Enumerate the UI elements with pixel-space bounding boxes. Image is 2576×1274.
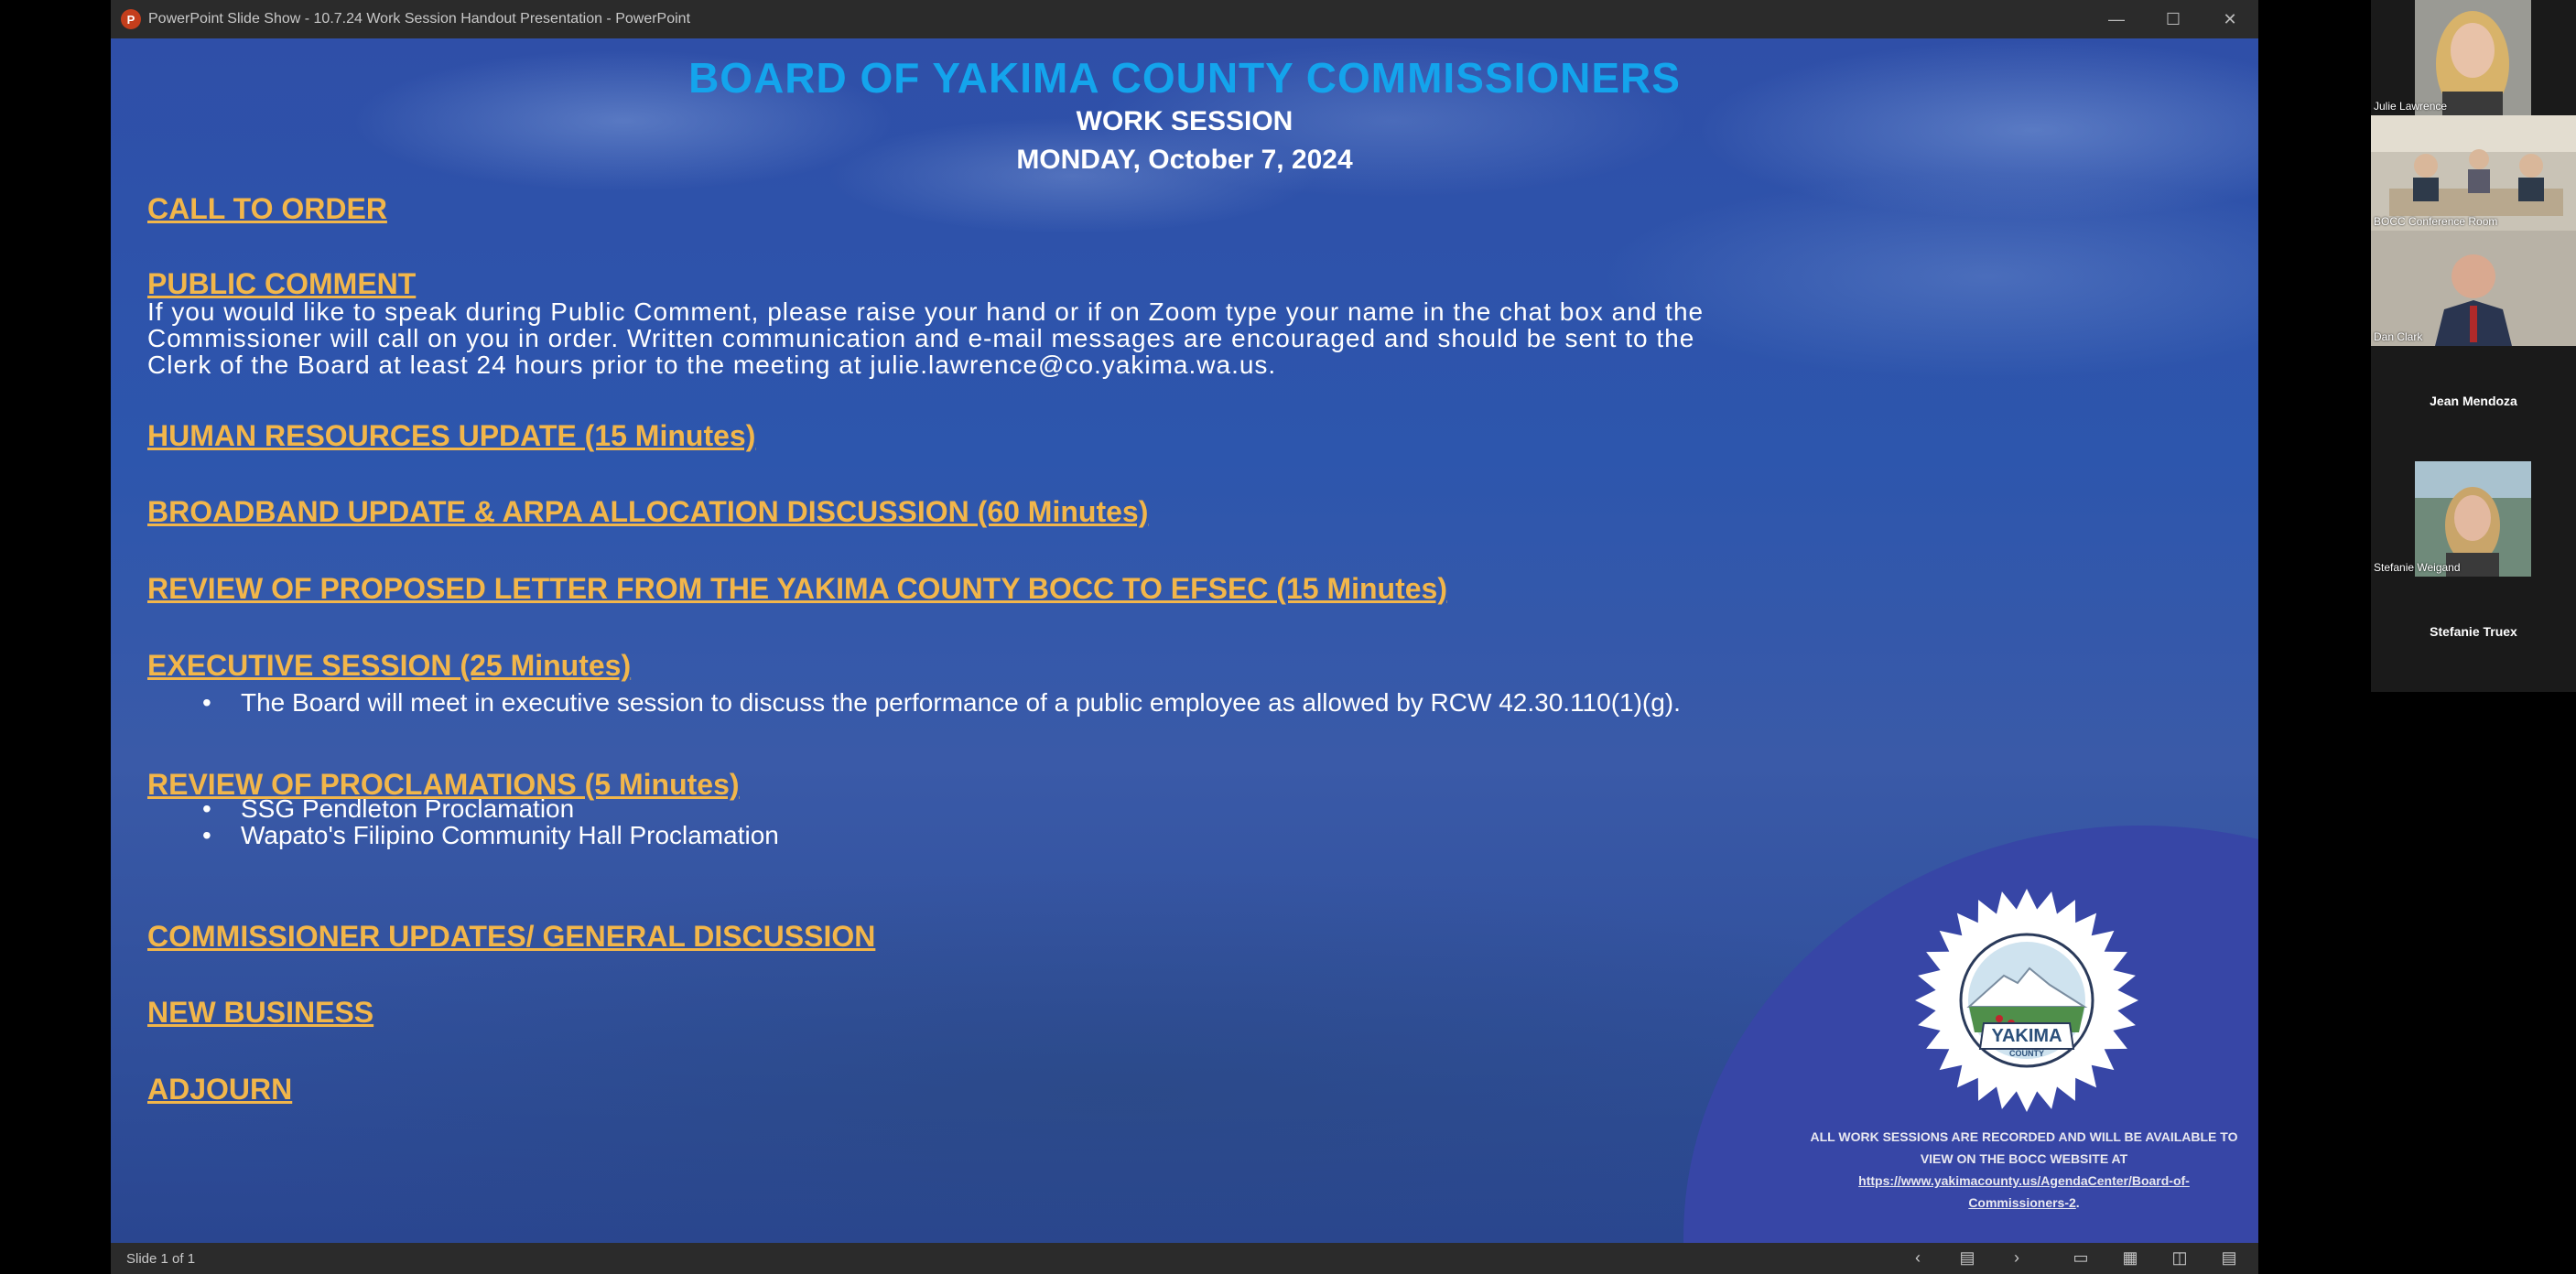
bullet-marker: • — [202, 821, 211, 849]
executive-bullet-text: The Board will meet in executive session to discuss the performance of a public employee as allowed by RCW 42.30.110(1)(g). — [241, 688, 1681, 717]
notice-line: ALL WORK SESSIONS ARE RECORDED AND WILL BE AVAILABLE TO — [1810, 1129, 2238, 1144]
public-comment-line: Commissioner will call on you in order. Written communication and e-mail messages are encouraged and should be sent to the — [147, 324, 1695, 352]
participant-tile[interactable] — [2371, 0, 2576, 115]
public-comment-line: If you would like to speak during Public Comment, please raise your hand or if on Zoom type your name in the chat box and the — [147, 297, 1705, 326]
proclamation-bullet-text: SSG Pendleton Proclamation — [241, 794, 575, 823]
section-efsec-letter: REVIEW OF PROPOSED LETTER FROM THE YAKIMA COUNTY BOCC TO EFSEC (15 Minutes) — [147, 572, 1447, 605]
participant-name: Julie Lawrence — [2374, 100, 2448, 113]
participant-tile[interactable] — [2371, 231, 2576, 346]
close-icon[interactable]: ✕ — [2223, 9, 2237, 28]
powerpoint-window — [111, 0, 2258, 1274]
slide-counter: Slide 1 of 1 — [126, 1251, 196, 1267]
bullet-marker: • — [202, 794, 211, 823]
participant-tile[interactable] — [2371, 577, 2576, 692]
status-controls — [1879, 1247, 2240, 1269]
participant-tile[interactable] — [2371, 115, 2576, 231]
slide-subtitle: WORK SESSION — [1076, 106, 1293, 136]
title-bar — [111, 0, 2258, 38]
slideshow-icon[interactable]: ▤ — [2221, 1247, 2237, 1267]
seal-subtext: COUNTY — [2009, 1049, 2044, 1058]
slide-canvas[interactable] — [111, 38, 2258, 1243]
minimize-icon[interactable]: — — [2108, 9, 2125, 28]
window-title: PowerPoint Slide Show - 10.7.24 Work Session Handout Presentation - PowerPoint — [148, 11, 691, 27]
slide-sorter-icon[interactable]: ▦ — [2122, 1247, 2138, 1267]
participant-video — [2371, 231, 2576, 346]
executive-bullet — [202, 688, 1681, 718]
section-executive-session: EXECUTIVE SESSION (25 Minutes) — [147, 649, 632, 682]
bocc-website-link[interactable]: Commissioners-2 — [1968, 1195, 2076, 1210]
prev-slide-icon[interactable]: ‹ — [1915, 1247, 1921, 1267]
participant-name: Dan Clark — [2374, 330, 2423, 343]
participant-tile[interactable] — [2371, 461, 2576, 577]
seal-text: YAKIMA — [1991, 1026, 2062, 1046]
participant-name: Stefanie Weigand — [2374, 561, 2461, 574]
section-broadband: BROADBAND UPDATE & ARPA ALLOCATION DISCUSSION (60 Minutes) — [147, 495, 1149, 528]
participant-name: Jean Mendoza — [2430, 394, 2517, 408]
section-call-to-order: CALL TO ORDER — [147, 192, 387, 225]
seal-apple — [1996, 1015, 2003, 1022]
notice-line: VIEW ON THE BOCC WEBSITE AT — [1920, 1151, 2128, 1166]
bocc-website-link[interactable]: https://www.yakimacounty.us/AgendaCenter/Board-of- — [1858, 1173, 2190, 1188]
bullet-marker: • — [202, 688, 211, 717]
reading-view-icon[interactable]: ◫ — [2171, 1247, 2188, 1267]
slide-date: MONDAY, October 7, 2024 — [1016, 145, 1353, 175]
normal-view-icon[interactable]: ▭ — [2073, 1247, 2089, 1267]
powerpoint-app-icon: P — [121, 9, 141, 29]
section-new-business: NEW BUSINESS — [147, 996, 374, 1029]
section-human-resources: HUMAN RESOURCES UPDATE (15 Minutes) — [147, 419, 756, 452]
window-controls — [2088, 0, 2258, 38]
section-commissioner-updates: COMMISSIONER UPDATES/ GENERAL DISCUSSION — [147, 920, 876, 953]
section-public-comment: PUBLIC COMMENT — [147, 267, 417, 300]
link-suffix: . — [2075, 1195, 2080, 1210]
participant-tile[interactable] — [2371, 346, 2576, 461]
participant-video — [2415, 0, 2531, 115]
slide-title: BOARD OF YAKIMA COUNTY COMMISSIONERS — [688, 54, 1681, 102]
participant-name: BOCC Conference Room — [2374, 215, 2498, 228]
proclamation-bullet — [202, 794, 574, 824]
proclamation-bullet-text: Wapato's Filipino Community Hall Proclamation — [241, 821, 779, 849]
maximize-icon[interactable]: ☐ — [2165, 9, 2181, 28]
status-bar — [111, 1243, 2258, 1274]
section-adjourn: ADJOURN — [147, 1073, 293, 1106]
section-proclamations: REVIEW OF PROCLAMATIONS (5 Minutes) — [147, 768, 740, 801]
participant-name: Stefanie Truex — [2430, 624, 2517, 639]
recording-notice — [1781, 1126, 2258, 1214]
participant-video — [2415, 461, 2531, 577]
public-comment-text — [147, 298, 2088, 378]
participants-panel — [2371, 0, 2576, 692]
proclamation-bullet — [202, 821, 779, 850]
notes-icon[interactable]: ▤ — [1959, 1247, 1975, 1267]
yakima-county-seal — [1912, 886, 2141, 1115]
public-comment-line: Clerk of the Board at least 24 hours prior to the meeting at julie.lawrence@co.yakima.wa.us. — [147, 351, 1277, 379]
participant-video — [2371, 115, 2576, 231]
next-slide-icon[interactable]: › — [2014, 1247, 2019, 1267]
